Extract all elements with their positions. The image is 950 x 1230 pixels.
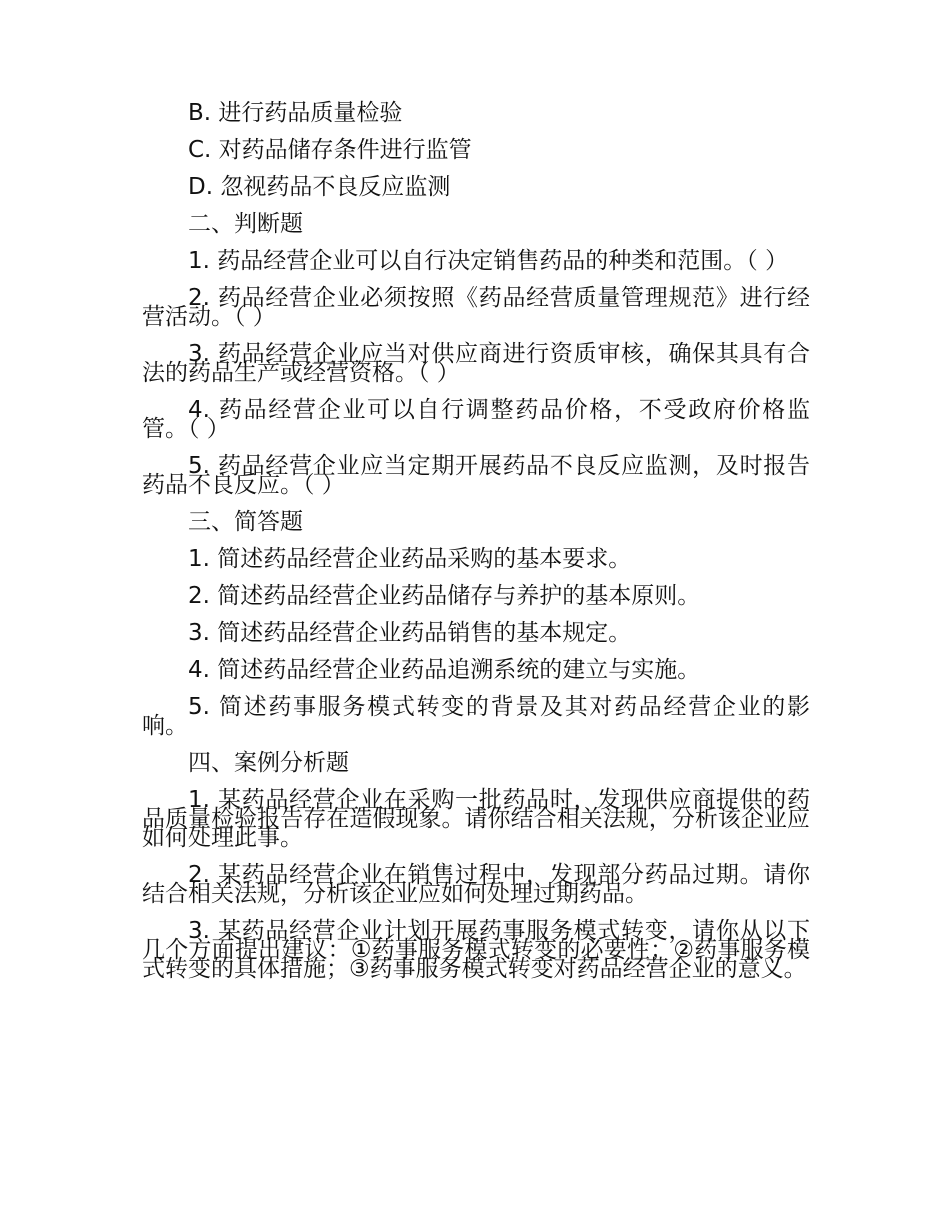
option-b: B. 进行药品质量检验	[188, 100, 403, 126]
short-answer-question-5: 5. 简述药事服务模式转变的背景及其对药品经营企业的影响。	[142, 694, 810, 739]
document-body	[142, 100, 810, 997]
option-c: C. 对药品储存条件进行监管	[188, 137, 472, 163]
section-heading-true-false: 二、判断题	[188, 211, 303, 237]
short-answer-question-3: 3. 简述药品经营企业药品销售的基本规定。	[188, 620, 632, 646]
short-answer-question-1: 1. 简述药品经营企业药品采购的基本要求。	[188, 546, 632, 572]
section-heading-short-answer: 三、简答题	[188, 509, 303, 535]
case-analysis-question-3: 3. 某药品经营企业计划开展药事服务模式转变，请你从以下几个方面提出建议：①药事服务模式转变的必要性；②药事服务模式转变的具体措施；③药事服务模式转变对药品经营企业的意义。	[142, 918, 810, 982]
case-analysis-question-1: 1. 某药品经营企业在采购一批药品时，发现供应商提供的药品质量检验报告存在造假现象。请你结合相关法规，分析该企业应如何处理此事。	[142, 787, 810, 851]
true-false-question-3: 3. 药品经营企业应当对供应商进行资质审核，确保其具有合法的药品生产或经营资格。（ ）	[142, 341, 810, 386]
option-d: D. 忽视药品不良反应监测	[188, 174, 451, 200]
short-answer-question-4: 4. 简述药品经营企业药品追溯系统的建立与实施。	[188, 657, 701, 683]
case-analysis-question-2: 2. 某药品经营企业在销售过程中，发现部分药品过期。请你结合相关法规，分析该企业应如何处理过期药品。	[142, 862, 810, 907]
short-answer-question-2: 2. 简述药品经营企业药品储存与养护的基本原则。	[188, 583, 701, 609]
true-false-question-2: 2. 药品经营企业必须按照《药品经营质量管理规范》进行经营活动。（ ）	[142, 285, 810, 330]
true-false-question-1: 1. 药品经营企业可以自行决定销售药品的种类和范围。（ ）	[188, 248, 789, 274]
true-false-question-4: 4. 药品经营企业可以自行调整药品价格，不受政府价格监管。（ ）	[142, 397, 810, 442]
true-false-question-5: 5. 药品经营企业应当定期开展药品不良反应监测，及时报告药品不良反应。（ ）	[142, 453, 810, 498]
section-heading-case-analysis: 四、案例分析题	[188, 750, 349, 776]
